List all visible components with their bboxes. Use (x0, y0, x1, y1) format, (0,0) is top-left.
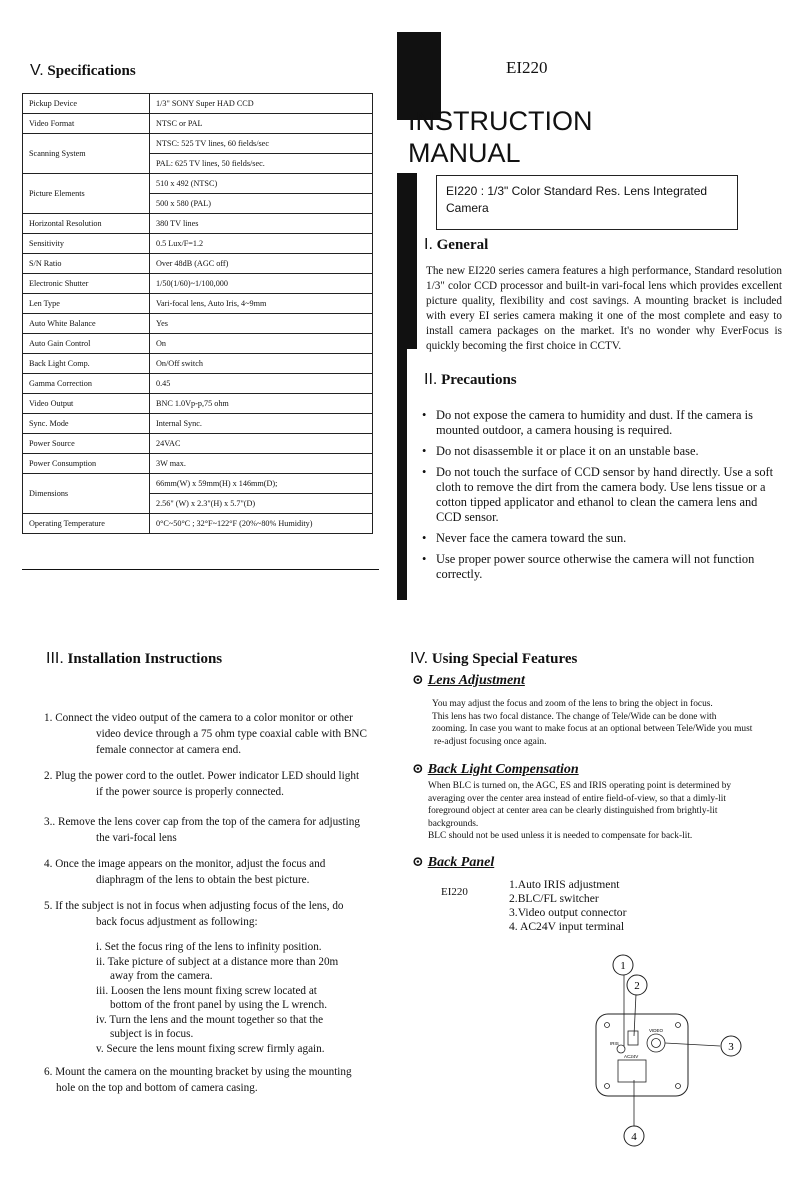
table-row (23, 334, 373, 354)
substep-continuation: bottom of the front panel by using the L wrench. (110, 999, 328, 1011)
step-continuation: if the power source is properly connected. (96, 786, 284, 798)
table-row (23, 314, 373, 334)
spec-label: Auto White Balance (23, 314, 150, 334)
table-row (23, 174, 373, 194)
specs-heading: V. Specifications (30, 62, 136, 79)
subtitle-box: EI220 : 1/3" Color Standard Res. Lens Integrated Camera (436, 175, 738, 230)
spec-label: Horizontal Resolution (23, 214, 150, 234)
list-item (420, 552, 780, 582)
step-continuation: the vari-focal lens (96, 832, 177, 844)
video-label: VIDEO (649, 1028, 664, 1033)
bullet-icon: • (422, 465, 427, 479)
spec-value: 0.45 (150, 374, 373, 394)
spec-label: Back Light Comp. (23, 354, 150, 374)
screw-icon (605, 1023, 610, 1028)
list-item (96, 1042, 390, 1057)
spec-label: Power Source (23, 434, 150, 454)
spec-value: Yes (150, 314, 373, 334)
precaution-text: Use proper power source otherwise the camera will not function correctly. (436, 552, 755, 581)
bnc-connector-icon (652, 1039, 661, 1048)
model-label: EI220 (506, 58, 548, 77)
specs-table (22, 93, 373, 534)
table-row (23, 94, 373, 114)
spec-value: On/Off switch (150, 354, 373, 374)
table-row (23, 134, 373, 154)
black-bar-side (397, 173, 407, 600)
list-item (420, 444, 780, 459)
step-first-line: 5. If the subject is not in focus when adjusting focus of the lens, do (44, 900, 344, 912)
lens-adjustment-heading: ⊙ Lens Adjustment (412, 673, 525, 688)
substep-first-line: iv. Turn the lens and the mount together so that the (96, 1013, 324, 1026)
iris-label: IRIS (610, 1041, 619, 1046)
blc-heading: ⊙ Back Light Compensation (412, 762, 579, 777)
bullet-icon: • (422, 444, 427, 458)
spec-label: Auto Gain Control (23, 334, 150, 354)
precaution-text: Do not touch the surface of CCD sensor by hand directly. Use a soft cloth to remove the dirt from the camera body. Use lens tissue or a cotton tipped applicator and ethanol to clean the camera lens and CCD sensor. (436, 465, 774, 524)
step-continuation: back focus adjustment as following: (96, 916, 258, 928)
spec-label: S/N Ratio (23, 254, 150, 274)
step-first-line: 3.. Remove the lens cover cap from the top of the camera for adjusting (44, 816, 360, 828)
list-item (420, 465, 780, 525)
spec-value: 66mm(W) x 59mm(H) x 146mm(D); (150, 474, 373, 494)
spec-label: Sensitivity (23, 234, 150, 254)
list-item (44, 856, 390, 888)
step-continuation: diaphragm of the lens to obtain the best picture. (96, 874, 310, 886)
substep-first-line: v. Secure the lens mount fixing screw firmly again. (96, 1042, 325, 1055)
step-first-line: 2. Plug the power cord to the outlet. Power indicator LED should light (44, 770, 360, 782)
spec-label: Operating Temperature (23, 514, 150, 534)
spec-label: Scanning System (23, 134, 150, 174)
precaution-text: Do not expose the camera to humidity and dust. If the camera is mounted outdoor, a camera housing is required. (436, 408, 753, 437)
spec-label: Video Format (23, 114, 150, 134)
list-item (96, 955, 390, 984)
spec-label: Len Type (23, 294, 150, 314)
spec-value: 2.56" (W) x 2.3"(H) x 5.7"(D) (150, 494, 373, 514)
lens-adjustment-text: You may adjust the focus and zoom of the lens to bring the object in focus. This lens has two focal distance. The change of Tele/Wide can be done with zooming. In case you want to make focus at an optional between Tele/Wide you must re-adjust focusing once again. (432, 699, 753, 747)
target-icon: ⊙ (412, 673, 424, 688)
blc-text: When BLC is turned on, the AGC, ES and IRIS operating point is determined by averaging over the center area instead of entire field-of-view, so that a dimly-lit foreground object at center area can be clearly distinguished from brightly-lit backgrounds. BLC should not be used unless it is needed to compensate for back-lit. (428, 781, 732, 841)
callout-number: 4 (631, 1131, 637, 1143)
bullet-icon: • (422, 408, 427, 422)
spec-label: Dimensions (23, 474, 150, 514)
installation-heading: III. Installation Instructions (46, 650, 223, 667)
divider-line (22, 569, 379, 570)
list-item: 6. Mount the camera on the mounting bracket by using the mounting hole on the top and bottom of camera casing. (44, 1066, 352, 1094)
bullet-icon: • (422, 531, 427, 545)
spec-value: 0.5 Lux/F=1.2 (150, 234, 373, 254)
list-item (420, 408, 780, 438)
list-item (420, 531, 780, 546)
list-item (96, 1013, 390, 1042)
back-panel-diagram (580, 950, 760, 1150)
bnc-connector-icon (647, 1034, 665, 1052)
table-row (23, 114, 373, 134)
table-row (23, 214, 373, 234)
step-first-line: 1. Connect the video output of the camera to a color monitor or other (44, 712, 353, 724)
spec-value: On (150, 334, 373, 354)
table-row (23, 454, 373, 474)
blc-switch-icon (628, 1031, 638, 1045)
callout-line (634, 994, 636, 1036)
spec-value: Internal Sync. (150, 414, 373, 434)
spec-value: BNC 1.0Vp-p,75 ohm (150, 394, 373, 414)
callout-number: 3 (728, 1041, 734, 1053)
power-terminal-icon (618, 1060, 646, 1082)
list-item (44, 710, 390, 758)
list-item (96, 984, 390, 1013)
table-row (23, 394, 373, 414)
iris-knob-icon (617, 1045, 625, 1053)
camera-rear-outline (596, 1014, 688, 1096)
table-row (23, 274, 373, 294)
list-item (44, 898, 390, 930)
spec-label: Video Output (23, 394, 150, 414)
spec-value: 500 x 580 (PAL) (150, 194, 373, 214)
spec-value: 3W max. (150, 454, 373, 474)
table-row (23, 234, 373, 254)
substep-continuation: subject is in focus. (110, 1028, 194, 1040)
spec-label: Pickup Device (23, 94, 150, 114)
substep-continuation: away from the camera. (110, 970, 213, 982)
callout-line (665, 1043, 720, 1046)
spec-value: 0°C~50°C ; 32°F~122°F (20%~80% Humidity) (150, 514, 373, 534)
general-text: The new EI220 series camera features a high performance, Standard resolution 1/3" color CCD processor and built-in vari-focal lens which provides excellent picture quality, flexibility and cost savings. A mounting bracket is included with every EI series camera making it one of the most complete and easy to install camera packages on the market. It's no wonder why EverFocus is quickly becoming the first choice in CCTV. (426, 265, 782, 352)
table-row (23, 354, 373, 374)
precautions-list (420, 408, 780, 588)
features-heading: IV. Using Special Features (410, 650, 578, 667)
spec-value: NTSC: 525 TV lines, 60 fields/sec (150, 134, 373, 154)
spec-value: PAL: 625 TV lines, 50 fields/sec. (150, 154, 373, 174)
precautions-heading: II. Precautions (424, 371, 517, 388)
step-continuation: video device through a 75 ohm type coaxial cable with BNC female connector at camera end. (96, 728, 367, 756)
table-row (23, 374, 373, 394)
table-row (23, 254, 373, 274)
callout-number: 2 (634, 980, 640, 992)
screw-icon (676, 1084, 681, 1089)
spec-value: 24VAC (150, 434, 373, 454)
table-row (23, 474, 373, 494)
table-row (23, 294, 373, 314)
spec-value: Vari-focal lens, Auto Iris, 4~9mm (150, 294, 373, 314)
spec-value: 1/50(1/60)~1/100,000 (150, 274, 373, 294)
step-first-line: 4. Once the image appears on the monitor, adjust the focus and (44, 858, 326, 870)
general-heading: I. General (424, 236, 489, 253)
list-item (44, 768, 390, 800)
screw-icon (605, 1084, 610, 1089)
back-panel-model: EI220 (441, 886, 468, 898)
spec-value: Over 48dB (AGC off) (150, 254, 373, 274)
back-panel-heading: ⊙ Back Panel (412, 855, 495, 870)
target-icon: ⊙ (412, 762, 424, 777)
spec-value: 380 TV lines (150, 214, 373, 234)
manual-title: INSTRUCTION MANUAL (408, 106, 593, 168)
spec-value: 1/3" SONY Super HAD CCD (150, 94, 373, 114)
precaution-text: Never face the camera toward the sun. (436, 531, 627, 545)
spec-value: NTSC or PAL (150, 114, 373, 134)
back-panel-list: 1.Auto IRIS adjustment 2.BLC/FL switcher 3.Video output connector 4. AC24V input terminal (509, 878, 627, 933)
target-icon: ⊙ (412, 855, 424, 870)
spec-label: Sync. Mode (23, 414, 150, 434)
black-bar-side-inner (407, 173, 417, 349)
list-item (44, 814, 390, 846)
spec-label: Electronic Shutter (23, 274, 150, 294)
power-label: AC24V (624, 1054, 639, 1059)
spec-label: Gamma Correction (23, 374, 150, 394)
list-item (96, 940, 390, 955)
installation-steps (44, 710, 390, 1106)
substep-first-line: iii. Loosen the lens mount fixing screw located at (96, 984, 317, 997)
callout-number: 1 (620, 960, 626, 972)
substep-first-line: ii. Take picture of subject at a distance more than 20m (96, 955, 339, 968)
bullet-icon: • (422, 552, 427, 566)
precaution-text: Do not disassemble it or place it on an unstable base. (436, 444, 699, 458)
spec-label: Picture Elements (23, 174, 150, 214)
table-row (23, 414, 373, 434)
spec-label: Power Consumption (23, 454, 150, 474)
table-row (23, 434, 373, 454)
spec-value: 510 x 492 (NTSC) (150, 174, 373, 194)
table-row (23, 514, 373, 534)
screw-icon (676, 1023, 681, 1028)
backfocus-substeps (44, 940, 390, 1056)
substep-first-line: i. Set the focus ring of the lens to infinity position. (96, 941, 322, 953)
